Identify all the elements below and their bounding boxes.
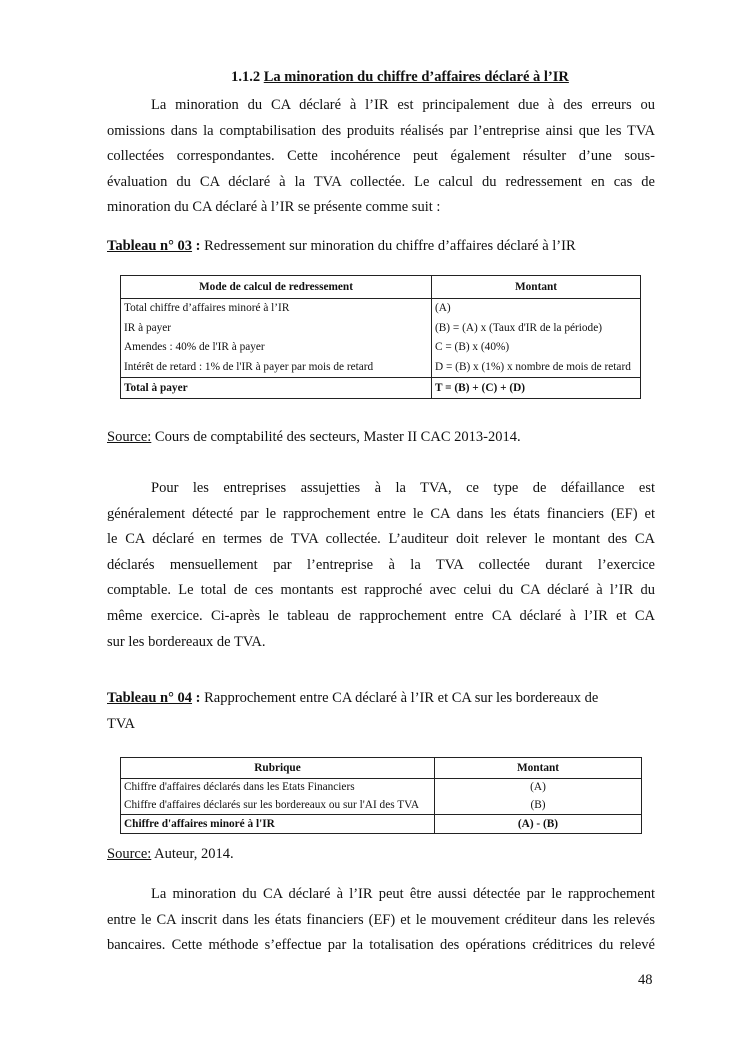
table-row-value: (A)	[530, 781, 546, 793]
paragraph-3	[107, 882, 655, 959]
table-4-title-cont: TVA	[107, 715, 135, 732]
table-4-caption: Tableau n° 04 : Rapprochement entre CA déclaré à l’IR et CA sur les bordereaux de TVA	[107, 690, 599, 732]
paragraph-line: comptable. Le total de ces montants est rapproché avec celui du CA déclaré à l’IR du	[107, 582, 655, 599]
paragraph-line: déclarés mensuellement par l’entreprise à la TVA collectée durant l’exercice	[107, 556, 655, 573]
table-3-header-mode: Mode de calcul de redressement	[121, 276, 432, 299]
table-row-value: (A)	[435, 302, 451, 314]
table-4-title: Rapprochement entre CA déclaré à l’IR et CA sur les bordereaux de	[200, 690, 599, 706]
table-3-total-value: T = (B) + (C) + (D)	[432, 378, 641, 399]
table-4-header-montant: Montant	[435, 758, 642, 779]
table-4-total-label: Chiffre d'affaires minoré à l'IR	[121, 815, 435, 834]
table-4-total-value: (A) - (B)	[435, 815, 642, 834]
table-row-value: (B) = (A) x (Taux d'IR de la période)	[435, 321, 602, 334]
paragraph-line: La minoration du CA déclaré à l’IR est principalement due à des erreurs ou	[151, 97, 655, 113]
paragraph-2	[107, 476, 655, 655]
paragraph-line: entre le CA inscrit dans les états financiers (EF) et le mouvement créditeur dans les relevés	[107, 911, 655, 928]
table-row-label: Chiffre d'affaires déclarés dans les Etats Financiers	[124, 781, 355, 793]
table-row-value: C = (B) x (40%)	[435, 341, 510, 353]
table-row-label: Amendes : 40% de l'IR à payer	[124, 341, 265, 353]
paragraph-line: collectées correspondantes. Cette incohérence peut également résulter d’une sous-	[107, 148, 655, 165]
paragraph-line: minoration du CA déclaré à l’IR se présente comme suit :	[107, 199, 441, 216]
table-4-label: Tableau n° 04	[107, 690, 193, 706]
paragraph-line: bancaires. Cette méthode s’effectue par la totalisation des opérations créditrices du relevé	[107, 937, 655, 954]
section-number: 1.1.2	[231, 69, 261, 85]
table-row-value: D = (B) x (1%) x nombre de mois de retard	[435, 360, 631, 373]
source-2-text: Auteur, 2014.	[151, 846, 234, 862]
paragraph-line: La minoration du CA déclaré à l’IR peut être aussi détectée par le rapprochement	[151, 886, 655, 902]
table-row-label: Total chiffre d’affaires minoré à l’IR	[124, 302, 290, 314]
table-4	[120, 757, 642, 834]
paragraph-line: évaluation du CA déclaré à la TVA collectée. Le calcul du redressement en cas de	[107, 173, 655, 190]
table-3-caption: Tableau n° 03 : Redressement sur minoration du chiffre d’affaires déclaré à l’IR	[107, 238, 576, 254]
paragraph-line: le CA déclaré en termes de TVA collectée. L’auditeur doit relever le montant des CA	[107, 531, 655, 548]
table-3-values-cell	[432, 299, 641, 378]
table-row-value: (B)	[530, 798, 546, 811]
section-heading	[0, 69, 744, 86]
table-3-header-montant: Montant	[432, 276, 641, 299]
section-title: La minoration du chiffre d’affaires déclaré à l’IR	[263, 69, 569, 85]
paragraph-line: omissions dans la comptabilisation des produits réalisés par l’entreprise ainsi que les TVA	[107, 122, 655, 139]
table-4-header-rubrique: Rubrique	[121, 758, 435, 779]
source-2	[107, 846, 234, 863]
source-1-text: Cours de comptabilité des secteurs, Master II CAC 2013-2014.	[151, 429, 521, 445]
table-row-label: Chiffre d'affaires déclarés sur les bordereaux ou sur l'AI des TVA	[124, 798, 419, 811]
table-4-labels-cell	[121, 779, 435, 815]
source-1-label: Source:	[107, 429, 152, 445]
table-3-labels-cell	[121, 299, 432, 378]
source-2-label: Source:	[107, 846, 152, 862]
paragraph-line: même exercice. Ci-après le tableau de rapprochement entre CA déclaré à l’IR et CA	[107, 607, 655, 624]
table-3-total-label: Total à payer	[121, 378, 432, 399]
table-3-title: Redressement sur minoration du chiffre d’affaires déclaré à l’IR	[200, 238, 576, 254]
paragraph-line: Pour les entreprises assujetties à la TVA, ce type de défaillance est	[151, 480, 655, 496]
paragraph-line: sur les bordereaux de TVA.	[107, 633, 266, 650]
table-row-label: Intérêt de retard : 1% de l'IR à payer par mois de retard	[124, 360, 374, 373]
table-3	[120, 275, 641, 399]
source-1	[107, 429, 521, 446]
paragraph-line: généralement détecté par le rapprochement entre le CA dans les états financiers (EF) et	[107, 505, 655, 522]
table-row-label: IR à payer	[124, 321, 172, 334]
table-3-label: Tableau n° 03	[107, 238, 193, 254]
table-4-values-cell	[435, 779, 642, 815]
paragraph-1	[107, 93, 655, 221]
page-number: 48	[638, 972, 653, 988]
